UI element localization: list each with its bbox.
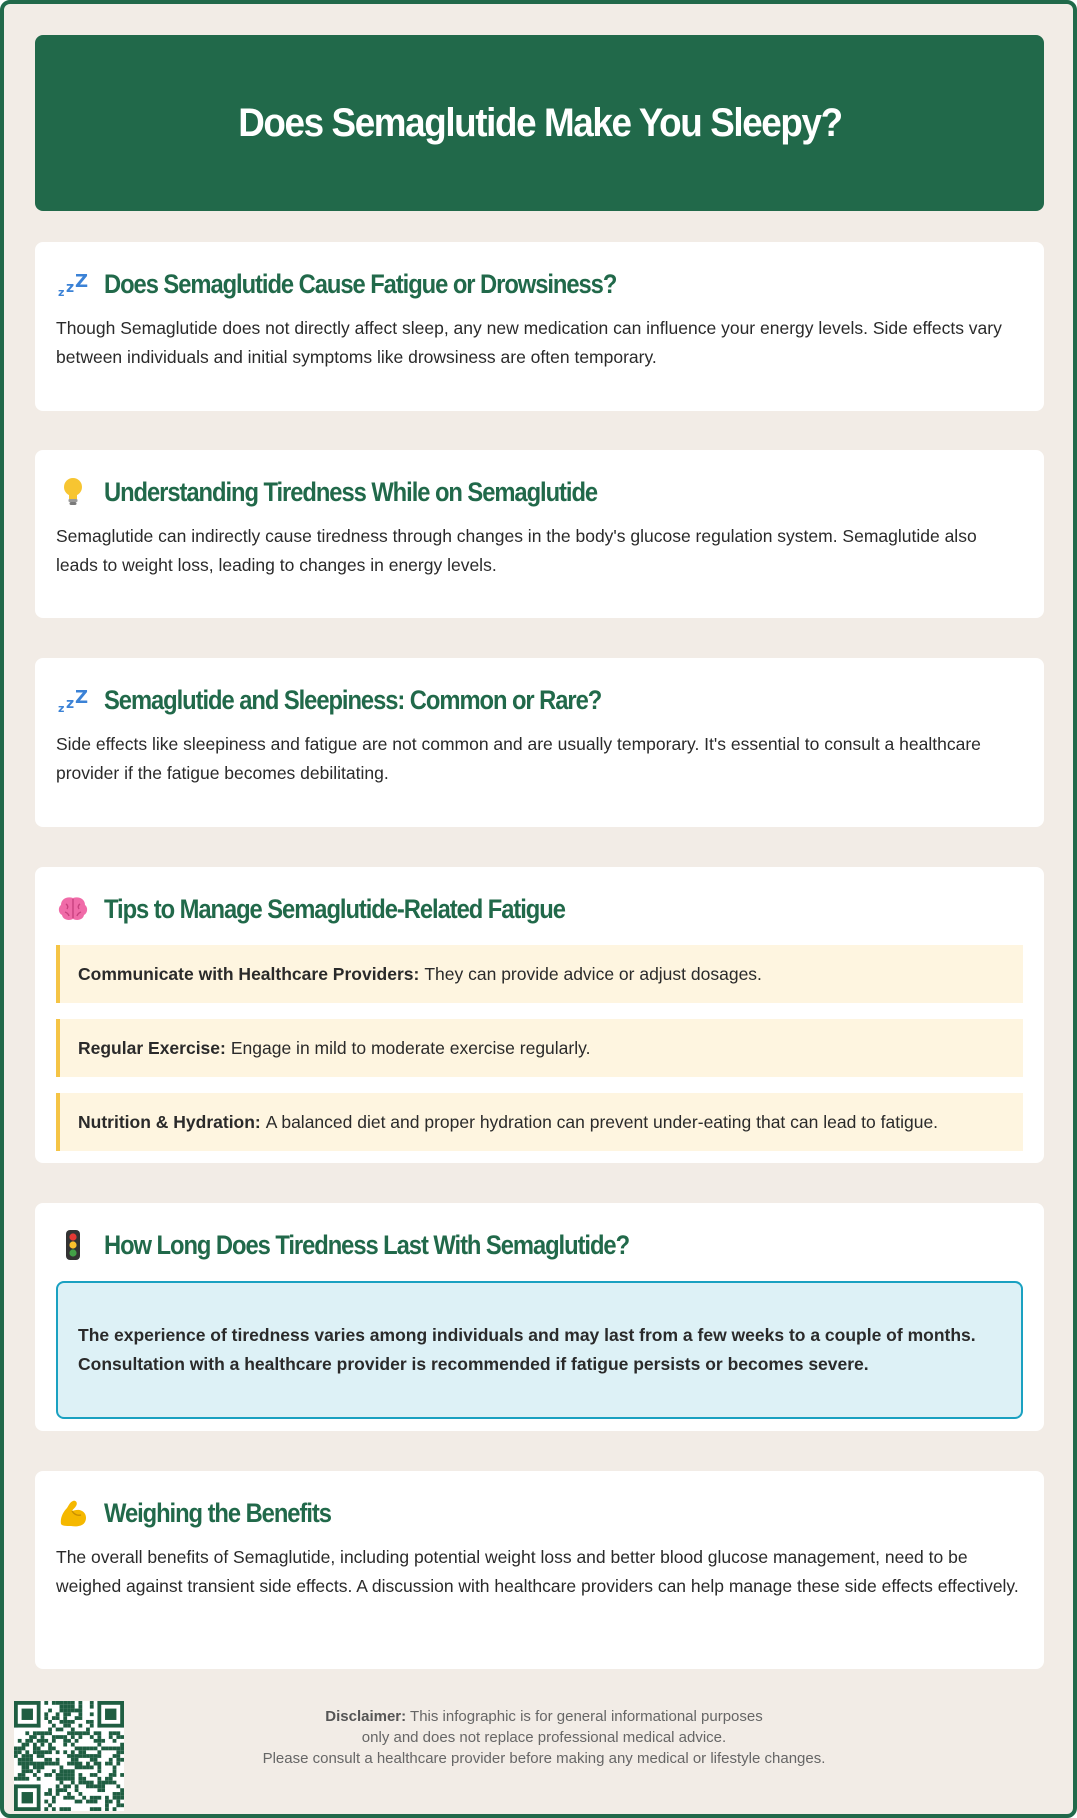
section-title: Semaglutide and Sleepiness: Common or Rare? — [104, 684, 602, 715]
tip-text: They can provide advice or adjust dosages. — [424, 963, 762, 984]
section-card-duration — [35, 1203, 1044, 1431]
qr-code[interactable] — [14, 1701, 124, 1811]
section-header — [56, 680, 1023, 720]
traffic-light-icon — [56, 1228, 90, 1262]
tip-item — [56, 1093, 1023, 1151]
tip-item — [56, 1019, 1023, 1077]
section-header — [56, 264, 1023, 304]
zzz-icon — [56, 683, 90, 717]
brain-icon — [56, 892, 90, 926]
section-card-sleepiness — [35, 658, 1044, 827]
section-title: Tips to Manage Semaglutide-Related Fatigue — [104, 893, 565, 924]
disclaimer-line — [194, 1706, 894, 1727]
section-text: Semaglutide can indirectly cause tiredness through changes in the body's glucose regulation system. Semaglutide also leads to weight loss, leading to changes in energy levels. — [56, 526, 977, 575]
lightbulb-icon — [56, 475, 90, 509]
tip-label: Nutrition & Hydration: — [78, 1111, 261, 1132]
zzz-icon — [56, 267, 90, 301]
disclaimer-text: This infographic is for general informational purposes — [410, 1708, 763, 1725]
section-card-tiredness — [35, 450, 1044, 618]
svg-text:Z: Z — [75, 687, 89, 708]
section-title: Understanding Tiredness While on Semaglutide — [104, 476, 598, 507]
tip-label: Communicate with Healthcare Providers: — [78, 963, 420, 984]
svg-text:z: z — [66, 696, 75, 712]
svg-text:z: z — [58, 702, 65, 714]
page-title: Does Semaglutide Make You Sleepy? — [237, 100, 842, 145]
disclaimer-label: Disclaimer: — [325, 1708, 407, 1725]
svg-text:Z: Z — [75, 271, 89, 292]
svg-text:z: z — [58, 286, 65, 298]
section-card-tips — [35, 867, 1044, 1163]
info-box: The experience of tiredness varies among individuals and may last from a few weeks to a couple of months. Consultation with a healthcare provider is recommended if fatigue persists or becomes severe. — [56, 1281, 1023, 1419]
section-title: Does Semaglutide Cause Fatigue or Drowsiness? — [104, 268, 617, 299]
tip-text: Engage in mild to moderate exercise regularly. — [230, 1037, 591, 1058]
section-card-fatigue — [35, 242, 1044, 411]
disclaimer-line: Please consult a healthcare provider before making any medical or lifestyle changes. — [262, 1750, 826, 1767]
tip-item — [56, 945, 1023, 1003]
flexed-biceps-icon — [56, 1496, 90, 1530]
page-header — [35, 35, 1044, 211]
section-header — [56, 1225, 1023, 1265]
svg-text:z: z — [66, 280, 75, 296]
tip-text: A balanced diet and proper hydration can prevent under-eating that can lead to fatigue. — [265, 1111, 939, 1132]
disclaimer — [194, 1706, 894, 1769]
section-header — [56, 472, 1023, 512]
section-card-benefits — [35, 1471, 1044, 1669]
disclaimer-line: only and does not replace professional medical advice. — [361, 1729, 727, 1746]
section-header — [56, 889, 1023, 929]
tip-label: Regular Exercise: — [78, 1037, 226, 1058]
section-text: Side effects like sleepiness and fatigue are not common and are usually temporary. It's essential to consult a healthcare provider if the fatigue becomes debilitating. — [56, 734, 981, 783]
section-text: The overall benefits of Semaglutide, including potential weight loss and better blood glucose management, need to be weighed against transient side effects. A discussion with healthcare providers can help manage these side effects effectively. — [56, 1547, 1019, 1596]
section-title: Weighing the Benefits — [104, 1497, 331, 1528]
section-title: How Long Does Tiredness Last With Semaglutide? — [104, 1229, 630, 1260]
section-text: Though Semaglutide does not directly affect sleep, any new medication can influence your energy levels. Side effects vary between individuals and initial symptoms like drowsiness are often temporary. — [56, 318, 1002, 367]
section-header — [56, 1493, 1023, 1533]
